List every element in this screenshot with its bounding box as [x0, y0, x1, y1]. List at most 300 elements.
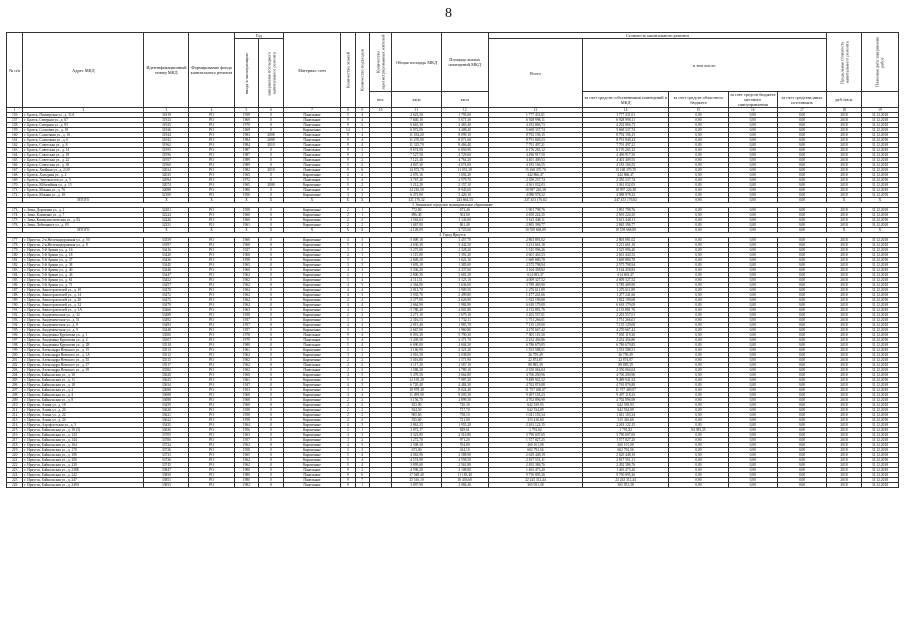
- cell-rep: 0: [259, 193, 284, 198]
- cell-fl: 9: [341, 468, 355, 473]
- cell-date: 31.12.2018: [861, 453, 898, 458]
- cell-n: 206: [7, 383, 23, 388]
- cell-loc: 0,00: [728, 258, 777, 263]
- cell-date: 31.12.2018: [861, 238, 898, 243]
- cell-own: 88 885,39: [583, 363, 669, 368]
- cell-max: 2018: [827, 348, 862, 353]
- cell-fl: 2: [341, 253, 355, 258]
- cell-id: 31962: [144, 143, 189, 148]
- cell-total: 9 497 118,23: [488, 393, 582, 398]
- cell-date: 31.12.2018: [861, 183, 898, 188]
- cell-live: 2 157,10: [441, 183, 488, 188]
- cell-rep: 0: [259, 458, 284, 463]
- cell-area: 924,50: [392, 408, 441, 413]
- cell-area: 7 121,40: [392, 158, 441, 163]
- cell-en: 2: [355, 313, 369, 318]
- cell-reg: 0,00: [669, 423, 728, 428]
- cell-total: 1 901 798,76: [488, 208, 582, 213]
- cell-id: 33446: [144, 268, 189, 273]
- cell-rep: 0: [259, 463, 284, 468]
- cell-oth: 0,00: [777, 458, 826, 463]
- cell-oth: 0,00: [777, 408, 826, 413]
- cell-reg: 0,00: [669, 383, 728, 388]
- cell-mat: Панельные: [283, 483, 340, 488]
- cell-en: 3: [355, 318, 369, 323]
- cell-live: 673,40: [441, 208, 488, 213]
- cell-rep: 0: [259, 153, 284, 158]
- cell-n: 192: [7, 313, 23, 318]
- cell-en: 4: [355, 458, 369, 463]
- cell-live: 1 143,00: [441, 218, 488, 223]
- cell-live: 434,10: [441, 448, 488, 453]
- cell-date: 31.12.2018: [861, 263, 898, 268]
- cell-en: 4: [355, 288, 369, 293]
- cell-mat: Кирпичные: [283, 278, 340, 283]
- cell-en: 3: [355, 258, 369, 263]
- cell-loc: 0,00: [728, 353, 777, 358]
- cell-date: 31.12.2018: [861, 458, 898, 463]
- cell-year: 1962: [234, 458, 259, 463]
- cell-date: 31.12.2018: [861, 468, 898, 473]
- cell-max: 2018: [827, 253, 862, 258]
- cell-en: 2: [355, 158, 369, 163]
- cell-mat: Кирпичные: [283, 413, 340, 418]
- cell-n: 180: [7, 253, 23, 258]
- cell-total: 2 601 443,53: [488, 253, 582, 258]
- cell-rep: 0: [259, 178, 284, 183]
- cell-date: 31.12.2018: [861, 273, 898, 278]
- cell-total: 2 252 456,86: [488, 338, 582, 343]
- cell-oth: 0,00: [777, 323, 826, 328]
- cell-own: 1 553 588,51: [583, 348, 669, 353]
- column-number: 10: [369, 108, 392, 113]
- cell-total: 4 361 032,03: [488, 183, 582, 188]
- cell-own: 8 791 849,23: [583, 138, 669, 143]
- cell-fund: РО: [189, 158, 234, 163]
- cell-n: 193: [7, 318, 23, 323]
- cell-oth: 0,00: [777, 473, 826, 478]
- cell-en: 4: [355, 243, 369, 248]
- cell-addr: г. Иркутск, Байкальская ул., д. 164: [23, 443, 144, 448]
- cell-area: 17 048,40: [392, 473, 441, 478]
- cell-live: 2 567,10: [441, 363, 488, 368]
- cell-total: 2 263 122,15: [488, 423, 582, 428]
- cell-en: 2: [355, 163, 369, 168]
- cell-fl: 9: [341, 148, 355, 153]
- cell-mat: Кирпичные: [283, 298, 340, 303]
- cell-total: 1 791,82: [488, 428, 582, 433]
- cell-mat: Кирпичные: [283, 208, 340, 213]
- cell-id: 33470: [144, 288, 189, 293]
- column-number: 19: [861, 108, 898, 113]
- cell-n: 173: [7, 208, 23, 213]
- cell-fund: РО: [189, 468, 234, 473]
- cell-max: 2018: [827, 128, 862, 133]
- cell-id: 33420: [144, 253, 189, 258]
- cell-max: 2018: [827, 393, 862, 398]
- cell-live: 2 038,00: [441, 353, 488, 358]
- cell-reg: 0,00: [669, 398, 728, 403]
- cell-live: 4 484,30: [441, 383, 488, 388]
- cell-max: 2018: [827, 398, 862, 403]
- cell-rep: 0: [259, 128, 284, 133]
- cell-area: 2 849,20: [392, 258, 441, 263]
- cell-date: 31.12.2018: [861, 443, 898, 448]
- cell-loc: 0,00: [728, 303, 777, 308]
- cell-area: 896,40: [392, 213, 441, 218]
- cell-fund: РО: [189, 448, 234, 453]
- cell-reg: 0,00: [669, 243, 728, 248]
- cell-max: 2018: [827, 293, 862, 298]
- cell-mat: Кирпичные: [283, 358, 340, 363]
- cell-addr: г. Иркутск, 5-й Армии ул., д. 71: [23, 283, 144, 288]
- cell-addr: г. Братск, Северная ул., д. 67: [23, 118, 144, 123]
- cell-own: 315 416,60: [583, 418, 669, 423]
- cell-id: 33724: [144, 443, 189, 448]
- cell-area: 2 316,53: [392, 318, 441, 323]
- cell-reg: 0,00: [669, 323, 728, 328]
- cell-year: 1963: [234, 308, 259, 313]
- cell-total: 3 613 448,11: [488, 218, 582, 223]
- cell-date: 31.12.2018: [861, 138, 898, 143]
- cell-total: 365 051,38: [488, 483, 582, 488]
- cell-reg: 0,00: [669, 283, 728, 288]
- cell-fl: 2: [341, 173, 355, 178]
- cell-mat: Кирпичные: [283, 428, 340, 433]
- cell-own: 4 270 667,42: [583, 328, 669, 333]
- cell-date: 31.12.2018: [861, 193, 898, 198]
- cell-n: 164: [7, 153, 23, 158]
- cell-fund: РО: [189, 358, 234, 363]
- cell-oth: 0,00: [777, 348, 826, 353]
- cell-n: 208: [7, 393, 23, 398]
- cell-mat: Кирпичные: [283, 243, 340, 248]
- cell-year: 1962: [234, 278, 259, 283]
- cell-loc: 0,00: [728, 283, 777, 288]
- cell-year: 1960: [234, 218, 259, 223]
- cell-loc: 0,00: [728, 398, 777, 403]
- cell-addr: г. Иркутск, 5-й Армии ул., д. 40: [23, 268, 144, 273]
- cell-id: 32025: [144, 173, 189, 178]
- total-cell-en: X: [355, 198, 369, 203]
- cell-id: 33698: [144, 388, 189, 393]
- cell-date: 31.12.2018: [861, 338, 898, 343]
- cell-own: 6 786 679,85: [583, 343, 669, 348]
- cell-rep: 0: [259, 173, 284, 178]
- cell-live: 720,30: [441, 403, 488, 408]
- cell-fund: РО: [189, 433, 234, 438]
- cell-date: 31.12.2018: [861, 253, 898, 258]
- cell-addr: г. Иркутск, Байкальская ул., д. 238Б: [23, 468, 144, 473]
- cell-total: 1 777 431,01: [488, 113, 582, 118]
- cell-total: 5 668 337,74: [488, 128, 582, 133]
- cell-en: 4: [355, 333, 369, 338]
- cell-oth: 0,00: [777, 308, 826, 313]
- cell-mat: Кирпичные: [283, 323, 340, 328]
- total-cell-area: 321 176,32: [392, 198, 441, 203]
- cell-loc: 0,00: [728, 238, 777, 243]
- cell-loc: 0,00: [728, 123, 777, 128]
- cell-total: 1 477 241,66: [488, 293, 582, 298]
- cell-max: 2018: [827, 448, 862, 453]
- col-residents: Количество зарегистрированных жителей: [369, 33, 392, 92]
- cell-loc: 0,00: [728, 133, 777, 138]
- cell-mat: Кирпичные: [283, 273, 340, 278]
- cell-total: 4 496 917,50: [488, 153, 582, 158]
- col-material: Материал стен: [283, 33, 340, 108]
- cell-total: 26 759,49: [488, 353, 582, 358]
- cell-en: 2: [355, 448, 369, 453]
- cell-n: 165: [7, 158, 23, 163]
- cell-reg: 0,00: [669, 178, 728, 183]
- cell-area: 6 972,00: [392, 128, 441, 133]
- cell-total: 260 101,08: [488, 443, 582, 448]
- cell-n: 160: [7, 133, 23, 138]
- cell-fl: 5: [341, 463, 355, 468]
- cell-date: 31.12.2018: [861, 268, 898, 273]
- cell-addr: г. Иркутск, Азина ул., д. 24: [23, 418, 144, 423]
- cell-date: 31.12.2018: [861, 418, 898, 423]
- cell-n: 181: [7, 258, 23, 263]
- cell-own: 4 088 978,32: [583, 193, 669, 198]
- cell-max: 2018: [827, 158, 862, 163]
- cell-id: 33698: [144, 393, 189, 398]
- cell-addr: г. Иркутск, 5-й Армии ул., д. 37: [23, 258, 144, 263]
- cell-loc: 0,00: [728, 413, 777, 418]
- cell-live: 8 005,30: [441, 393, 488, 398]
- cell-own: 7 003 119,30: [583, 333, 669, 338]
- column-number: 17: [777, 108, 826, 113]
- cell-rep: 2008: [259, 138, 284, 143]
- cell-reg: 0,00: [669, 463, 728, 468]
- cell-area: 11 182,20: [392, 133, 441, 138]
- cell-fl: 3: [341, 318, 355, 323]
- cell-mat: Кирпичные: [283, 373, 340, 378]
- cell-rep: 0: [259, 448, 284, 453]
- cell-id: 33510: [144, 343, 189, 348]
- cell-own: 4 702 896,90: [583, 398, 669, 403]
- cell-loc: 0,00: [728, 268, 777, 273]
- cell-own: 1 901 798,76: [583, 208, 669, 213]
- cell-live: 1 780,10: [441, 368, 488, 373]
- cell-year: 1958: [234, 258, 259, 263]
- cell-id: 33475: [144, 298, 189, 303]
- cell-area: 1 072,17: [392, 428, 441, 433]
- cell-date: 31.12.2018: [861, 283, 898, 288]
- cell-fl: 2: [341, 403, 355, 408]
- cell-fl: 3: [341, 388, 355, 393]
- cell-live: 829,61: [441, 428, 488, 433]
- cell-fund: РО: [189, 173, 234, 178]
- section-heading: 3. Зиминское городское муниципальное образование: [7, 203, 899, 208]
- cell-mat: Кирпичные: [283, 283, 340, 288]
- cell-id: 33850: [144, 473, 189, 478]
- cell-reg: 0,00: [669, 468, 728, 473]
- cell-rep: 0: [259, 333, 284, 338]
- cell-en: 4: [355, 143, 369, 148]
- cell-reg: 0,00: [669, 308, 728, 313]
- cell-mat: Кирпичные: [283, 258, 340, 263]
- cell-own: 4 292 866,73: [583, 123, 669, 128]
- cell-fl: 2: [341, 418, 355, 423]
- cell-mat: Кирпичные: [283, 223, 340, 228]
- cell-year: 1965: [234, 453, 259, 458]
- cell-max: 2018: [827, 468, 862, 473]
- cell-total: 3 789 469,90: [488, 283, 582, 288]
- cell-fund: РО: [189, 128, 234, 133]
- cell-en: 3: [355, 443, 369, 448]
- cell-year: 1960: [234, 253, 259, 258]
- cell-area: 2 800,30: [392, 273, 441, 278]
- cell-rep: 2010: [259, 143, 284, 148]
- cell-year: 1961: [234, 378, 259, 383]
- col-cost-group: Стоимость капитального ремонта: [488, 33, 826, 39]
- cell-date: 31.12.2018: [861, 113, 898, 118]
- cell-fund: РО: [189, 408, 234, 413]
- cell-loc: 0,00: [728, 253, 777, 258]
- cell-area: 25 516,10: [392, 478, 441, 483]
- cell-year: 1958: [234, 208, 259, 213]
- cell-mat: Кирпичные: [283, 253, 340, 258]
- cell-total: 4 088 978,32: [488, 193, 582, 198]
- cell-n: 201: [7, 358, 23, 363]
- cell-rep: 0: [259, 148, 284, 153]
- cell-reg: 0,00: [669, 313, 728, 318]
- cell-en: 7: [355, 478, 369, 483]
- cell-mat: Панельные: [283, 343, 340, 348]
- cell-oth: 0,00: [777, 178, 826, 183]
- cell-total: 4 401 409,53: [488, 158, 582, 163]
- cell-year: 1962: [234, 303, 259, 308]
- total-cell-en: X: [355, 228, 369, 233]
- cell-date: 31.12.2018: [861, 168, 898, 173]
- cell-date: 31.12.2018: [861, 448, 898, 453]
- cell-fl: 5: [341, 178, 355, 183]
- total-cell-reg: 0,00: [669, 228, 728, 233]
- cell-addr: г. Иркутск, Авиастроителей ул., д. 20: [23, 298, 144, 303]
- cell-own: 1 477 241,66: [583, 293, 669, 298]
- cell-fl: 4: [341, 283, 355, 288]
- cell-area: 11 315,70: [392, 143, 441, 148]
- cell-total: 2 350 237,74: [488, 178, 582, 183]
- section-heading: 4. Город Иркутск: [7, 233, 899, 238]
- cell-date: 31.12.2018: [861, 383, 898, 388]
- cell-n: 213: [7, 418, 23, 423]
- cell-mat: Кирпичные: [283, 378, 340, 383]
- cell-n: 159: [7, 128, 23, 133]
- total-cell-oth: 0,00: [777, 228, 826, 233]
- cell-fund: РО: [189, 388, 234, 393]
- cell-max: 2018: [827, 308, 862, 313]
- cell-fl: 3: [341, 438, 355, 443]
- cell-id: 32074: [144, 183, 189, 188]
- cell-reg: 0,00: [669, 148, 728, 153]
- cell-id: 33622: [144, 418, 189, 423]
- cell-id: 33736: [144, 458, 189, 463]
- cell-area: 3 767,20: [392, 178, 441, 183]
- cell-reg: 0,00: [669, 458, 728, 463]
- cell-max: 2018: [827, 298, 862, 303]
- cell-oth: 0,00: [777, 428, 826, 433]
- cell-date: 31.12.2018: [861, 178, 898, 183]
- cell-fl: 2: [341, 428, 355, 433]
- cell-oth: 0,00: [777, 188, 826, 193]
- cell-fund: РО: [189, 258, 234, 263]
- cell-addr: г. Зима, Коммунистическая ул., д. 82: [23, 218, 144, 223]
- cell-live: 1 391,20: [441, 253, 488, 258]
- cell-fund: РО: [189, 253, 234, 258]
- cell-area: 2 664,90: [392, 303, 441, 308]
- cell-n: 203: [7, 368, 23, 373]
- cell-rep: 0: [259, 418, 284, 423]
- cell-year: 1963: [234, 433, 259, 438]
- cell-fund: РО: [189, 268, 234, 273]
- cell-oth: 0,00: [777, 138, 826, 143]
- cell-year: 1968: [234, 243, 259, 248]
- cell-own: 15 168 370,70: [583, 168, 669, 173]
- cell-oth: 0,00: [777, 288, 826, 293]
- cell-n: 157: [7, 118, 23, 123]
- cell-id: 33488: [144, 313, 189, 318]
- cell-live: 4 761,20: [441, 158, 488, 163]
- cell-addr: г. Иркутск, Байкальская ул., д. 4: [23, 393, 144, 398]
- cell-fl: 2: [341, 213, 355, 218]
- cell-n: 168: [7, 173, 23, 178]
- cell-fund: РО: [189, 303, 234, 308]
- cell-rep: 0: [259, 273, 284, 278]
- cell-fl: 9: [341, 158, 355, 163]
- cell-oth: 0,00: [777, 213, 826, 218]
- cell-en: 2: [355, 418, 369, 423]
- cell-year: 1961: [234, 223, 259, 228]
- cell-live: 2 561,80: [441, 463, 488, 468]
- cell-oth: 0,00: [777, 113, 826, 118]
- cell-en: 2: [355, 173, 369, 178]
- cell-mat: Панельные: [283, 188, 340, 193]
- cell-max: 2018: [827, 438, 862, 443]
- cell-date: 31.12.2018: [861, 288, 898, 293]
- cell-id: 33625: [144, 378, 189, 383]
- cell-loc: 0,00: [728, 473, 777, 478]
- cell-max: 2018: [827, 318, 862, 323]
- cell-year: 1957: [234, 328, 259, 333]
- cell-year: 1962: [234, 293, 259, 298]
- cell-max: 2018: [827, 138, 862, 143]
- cell-addr: г. Иркутск, 5-й Армии ул., д. 16: [23, 248, 144, 253]
- cell-area: 2 076,16: [392, 173, 441, 178]
- cell-id: 33445: [144, 263, 189, 268]
- cell-area: 1 693,10: [392, 263, 441, 268]
- cell-area: 4 063,90: [392, 453, 441, 458]
- cell-area: 2 364,00: [392, 283, 441, 288]
- cell-live: 2 579,70: [441, 178, 488, 183]
- cell-fl: 14: [341, 128, 355, 133]
- cell-total: 9 489 941,52: [488, 378, 582, 383]
- cell-live: 1 960,80: [441, 328, 488, 333]
- cell-area: 6 690,00: [392, 343, 441, 348]
- cell-mat: Кирпичные: [283, 393, 340, 398]
- cell-id: 33847: [144, 468, 189, 473]
- cell-date: 31.12.2018: [861, 258, 898, 263]
- cell-addr: г. Иркутск, 5-й Армии ул., д. 61: [23, 278, 144, 283]
- cell-loc: 0,00: [728, 343, 777, 348]
- cell-year: 1963: [234, 263, 259, 268]
- cell-oth: 0,00: [777, 168, 826, 173]
- cell-fund: РО: [189, 438, 234, 443]
- cell-oth: 0,00: [777, 303, 826, 308]
- cell-year: 1984: [234, 138, 259, 143]
- cell-en: 3: [355, 238, 369, 243]
